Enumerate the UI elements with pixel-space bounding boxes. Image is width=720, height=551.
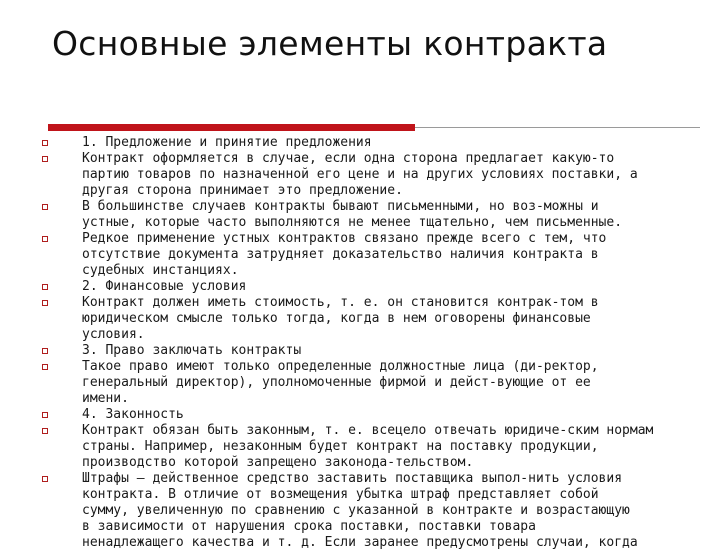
paragraph-proposal-text: Контракт оформляется в случае, если одна сторона предлагает какую-то партию товаров по назначенной его цене и на других условиях поставки, а другая сторона принимает это предложение. bbox=[82, 151, 638, 198]
slide-body bbox=[82, 135, 702, 551]
slide-title: Основные элементы контракта bbox=[52, 24, 608, 63]
hollow-square-icon bbox=[42, 412, 48, 418]
hollow-square-icon bbox=[42, 364, 48, 370]
hollow-square-icon bbox=[42, 236, 48, 242]
hollow-square-icon bbox=[42, 476, 48, 482]
paragraph-oral-rare: Редкое применение устных контрактов связано прежде всего с тем, что отсутствие документа затрудняет доказательство наличия контракта в судебных инстанциях. bbox=[82, 231, 607, 278]
paragraph-financial-text: Контракт должен иметь стоимость, т. е. он становится контрак-том в юридическом смысле только тогда, когда в нем оговорены финансовые условия. bbox=[82, 295, 599, 342]
title-underline-line bbox=[415, 127, 700, 128]
title-underline-accent bbox=[48, 124, 415, 131]
paragraph-financial-heading: 2. Финансовые условия bbox=[82, 279, 247, 294]
hollow-square-icon bbox=[42, 300, 48, 306]
paragraph-proposal-heading: 1. Предложение и принятие предложения bbox=[82, 135, 372, 150]
paragraph-legality-text: Контракт обязан быть законным, т. е. всецело отвечать юридиче-ским нормам страны. Например, незаконным будет контракт на поставку продукции, производство которой запрещено законода-тельством. bbox=[82, 423, 654, 470]
hollow-square-icon bbox=[42, 348, 48, 354]
hollow-square-icon bbox=[42, 284, 48, 290]
paragraph-right-text: Такое право имеют только определенные должностные лица (ди-ректор, генеральный директор), уполномоченные фирмой и дейст-вующие от ее имени. bbox=[82, 359, 599, 406]
paragraph-penalties-text: Штрафы — действенное средство заставить поставщика выпол-нить условия контракта. В отличие от возмещения убытка штраф представляет собой сумму, увеличенную по сравнению с указанной в контракте и возрастающую в зависимости от нарушения срока поставки, поставки товара ненадлежащего качества и т. д. Если заранее предусмотрены случаи, когда bbox=[82, 471, 638, 550]
paragraph-written-oral: В большинстве случаев контракты бывают письменными, но воз-можны и устные, которые часто выполняются не менее тщательно, чем письменные. bbox=[82, 199, 623, 230]
paragraph-right-heading: 3. Право заключать контракты bbox=[82, 343, 302, 358]
hollow-square-icon bbox=[42, 140, 48, 146]
hollow-square-icon bbox=[42, 428, 48, 434]
hollow-square-icon bbox=[42, 204, 48, 210]
paragraph-legality-heading: 4. Законность bbox=[82, 407, 184, 422]
hollow-square-icon bbox=[42, 156, 48, 162]
